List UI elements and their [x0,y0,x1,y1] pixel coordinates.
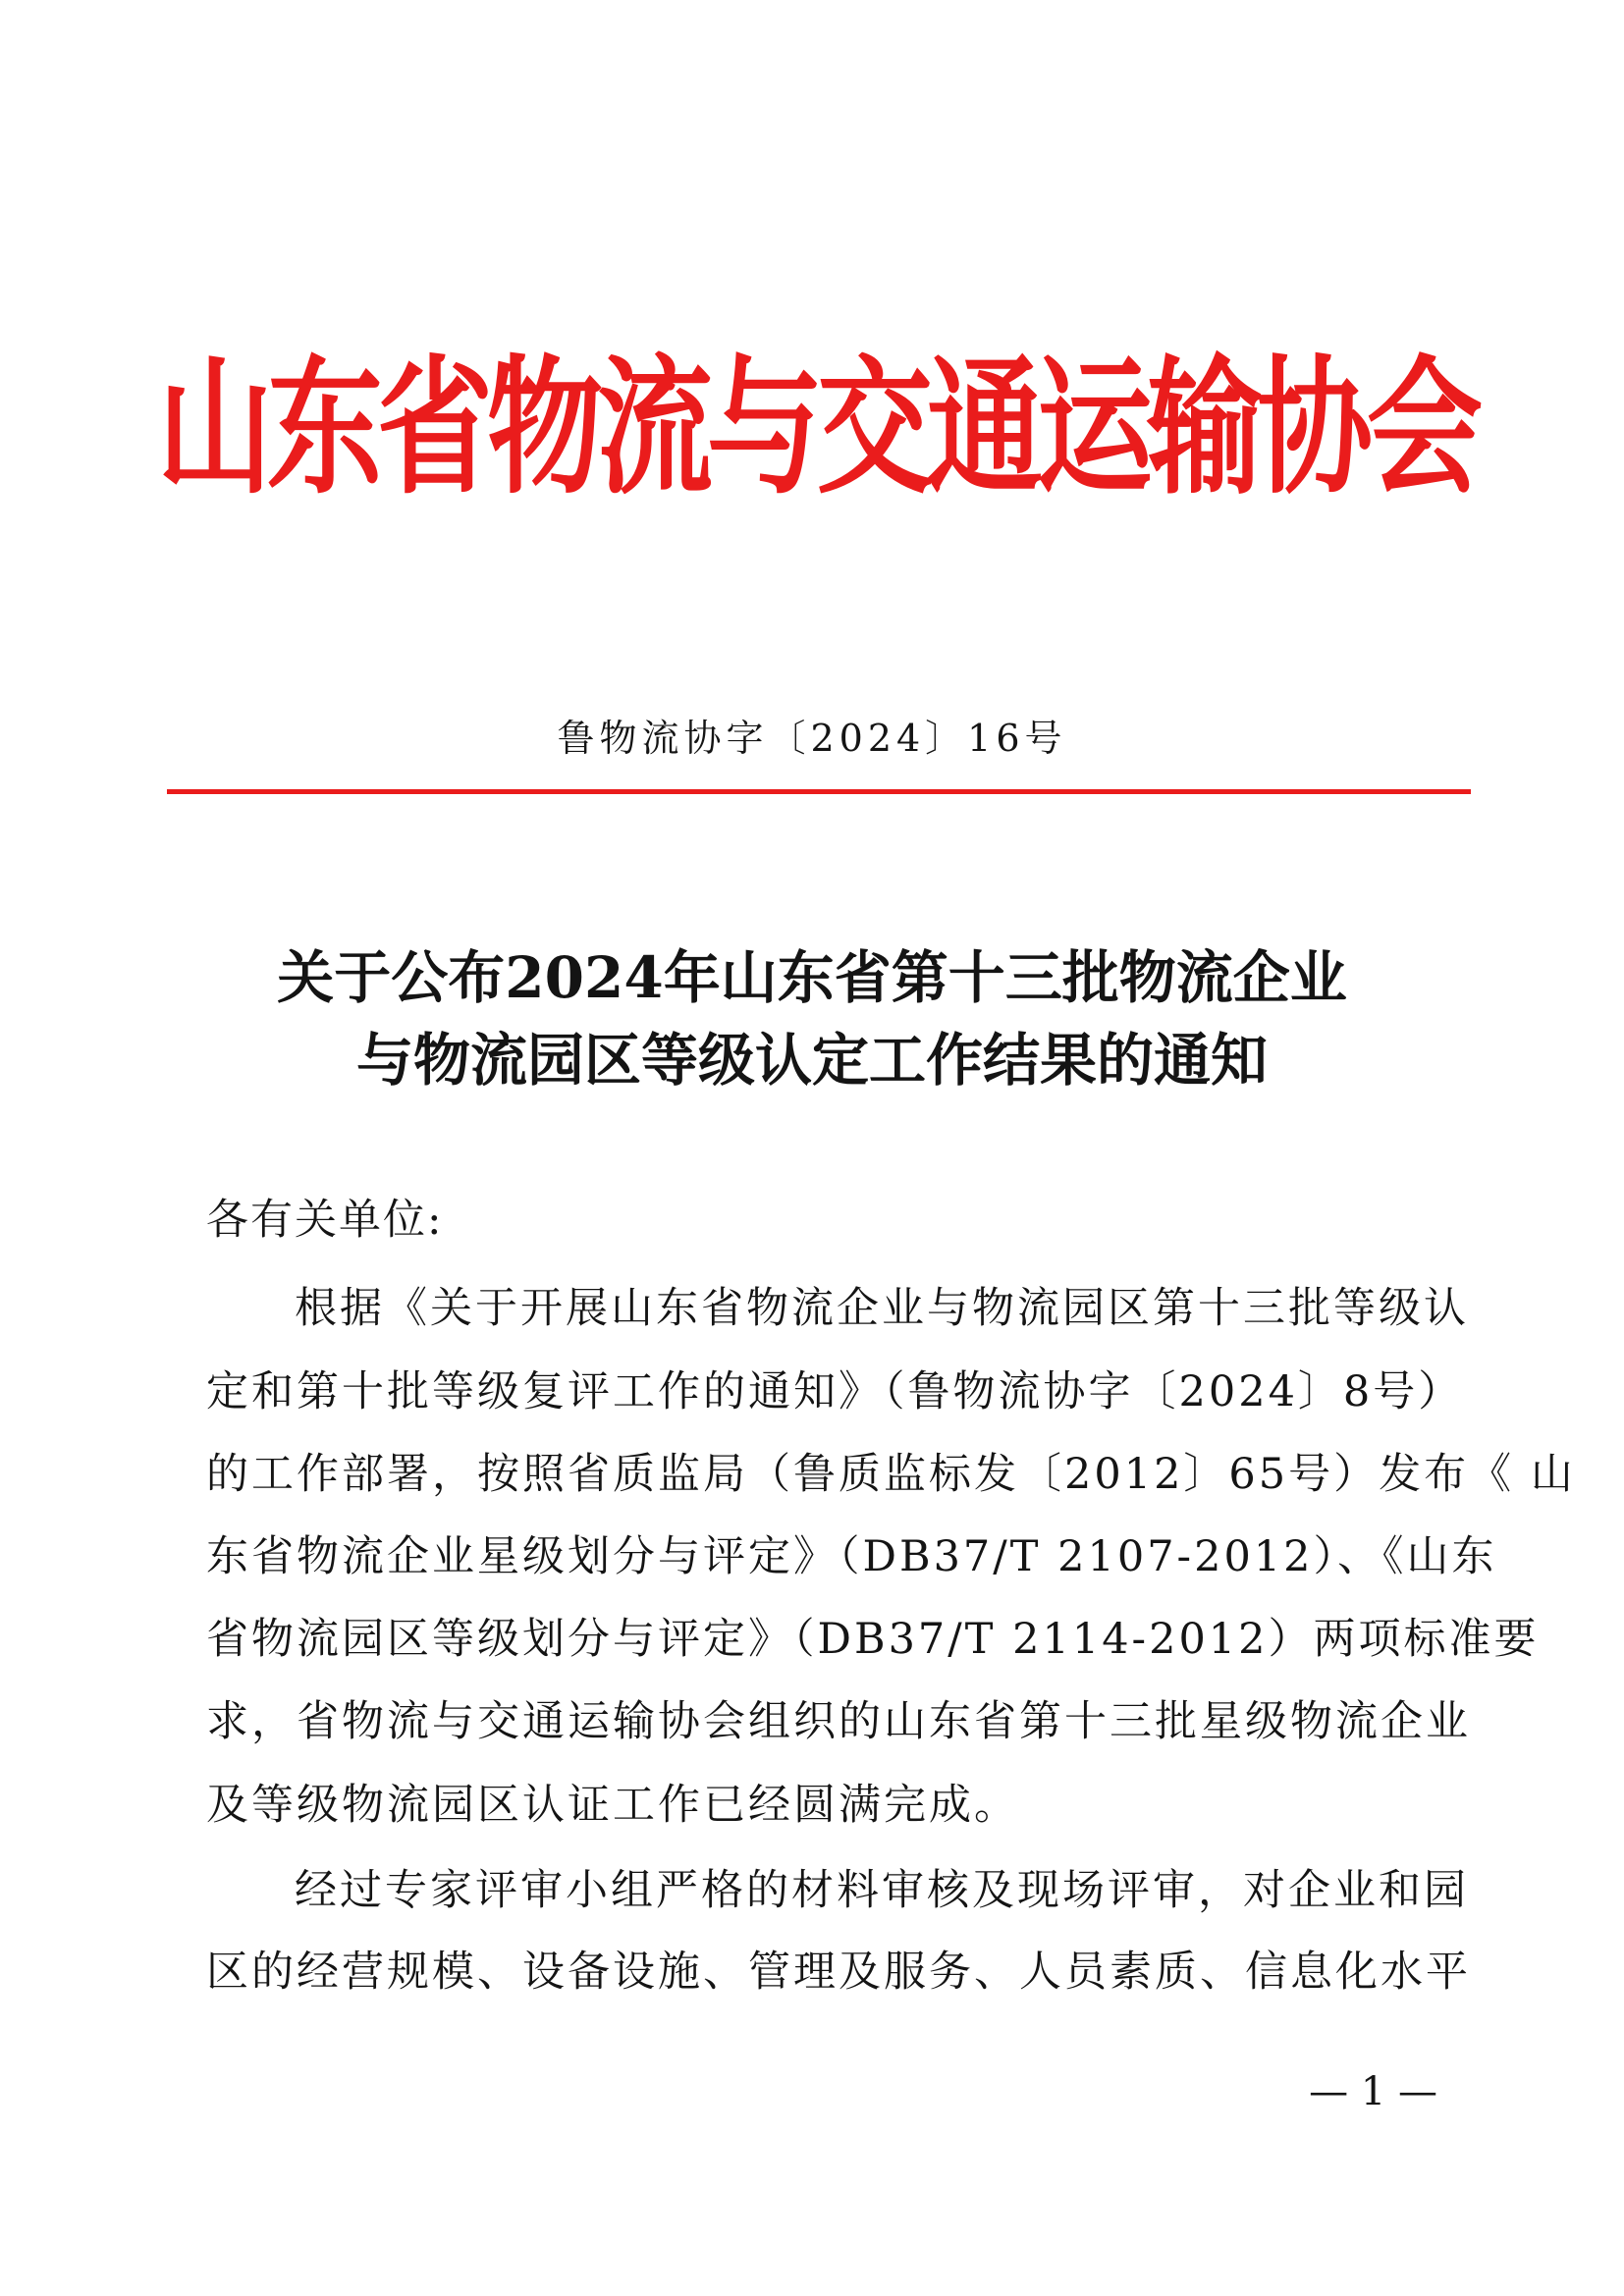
body-line: 求，省物流与交通运输协会组织的山东省第十三批星级物流企业 [206,1697,1471,1746]
body-line: 及等级物流园区认证工作已经圆满完成。 [206,1781,1019,1830]
salutation: 各有关单位: [206,1196,444,1245]
red-divider [167,789,1471,794]
body-line: 东省物流企业星级划分与评定》（DB37/T 2107-2012）、《山东 [206,1532,1497,1581]
document-title-line-2: 与物流园区等级认定工作结果的通知 [355,1027,1268,1094]
body-line: 经过专家评审小组严格的材料审核及现场评审，对企业和园 [295,1866,1469,1915]
body-line: 定和第十批等级复评工作的通知》（鲁物流协字〔2024〕8号） [206,1367,1464,1416]
document-number: 鲁物流协字〔2024〕16号 [557,717,1067,760]
body-line: 根据《关于开展山东省物流企业与物流园区第十三批等级认 [295,1284,1469,1333]
page-number: — 1 — [1309,2069,1437,2114]
document-title-line-1: 关于公布2024年山东省第十三批物流企业 [277,944,1347,1011]
body-line: 省物流园区等级划分与评定》（DB37/T 2114-2012）两项标准要 [206,1615,1540,1664]
organization-header: 山东省物流与交通运输协会 [157,339,1478,514]
body-line: 区的经营规模、设备设施、管理及服务、人员素质、信息化水平 [206,1948,1471,1997]
body-line: 的工作部署，按照省质监局（鲁质监标发〔2012〕65号）发布《 山 [206,1450,1576,1499]
